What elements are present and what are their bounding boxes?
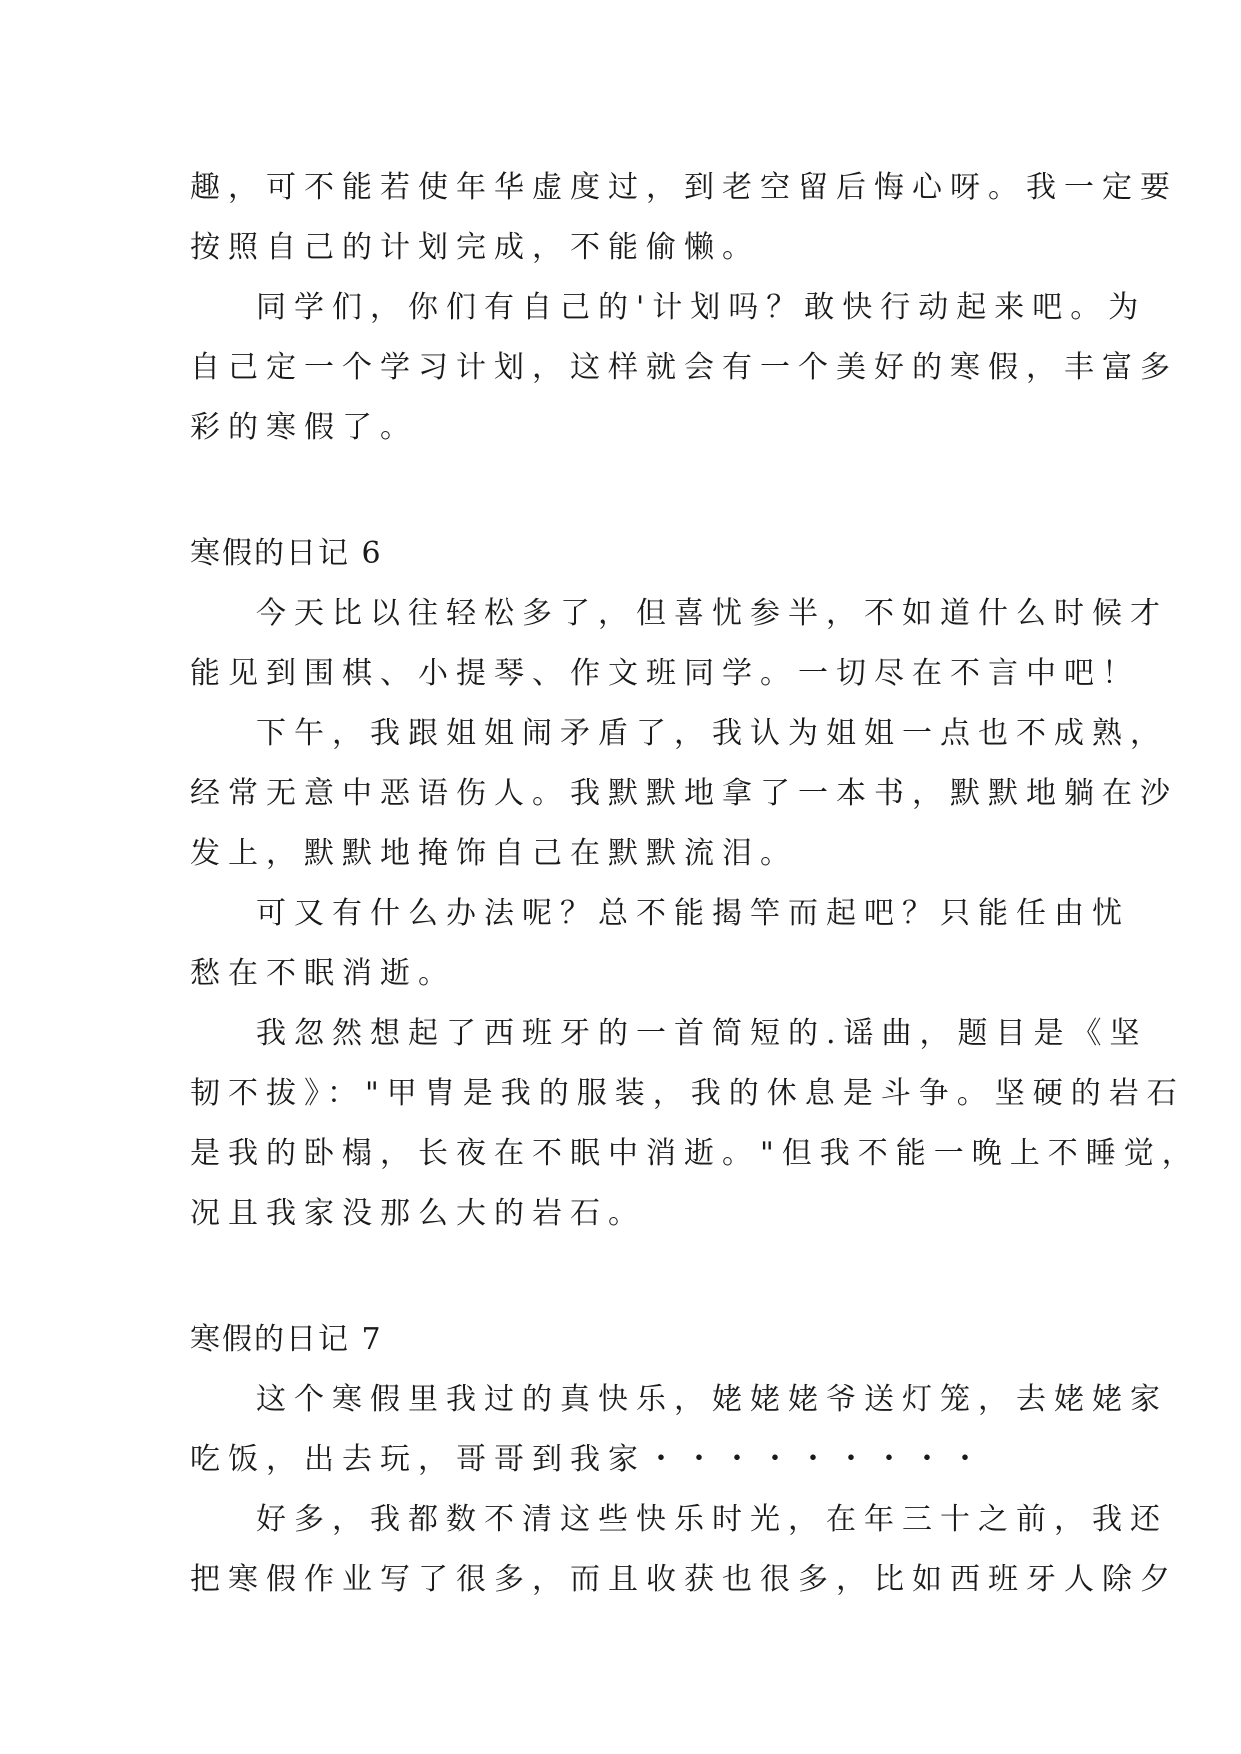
text-line: 下午，我跟姐姐闹矛盾了，我认为姐姐一点也不成熟，	[256, 716, 1168, 751]
text-line: 我忽然想起了西班牙的一首简短的.谣曲，题目是《坚	[256, 1016, 1148, 1051]
paragraph	[190, 1370, 1168, 1490]
paragraph	[190, 584, 1168, 704]
diary-heading: 寒假的日记 7	[190, 1322, 383, 1357]
text-line: 好多，我都数不清这些快乐时光，在年三十之前，我还	[256, 1502, 1168, 1537]
text-line: 韧不拔》："甲胄是我的服装，我的休息是斗争。坚硬的岩石	[190, 1076, 1185, 1111]
text-line: 趣，可不能若使年华虚度过，到老空留后悔心呀。我一定要	[190, 170, 1178, 205]
section-gap	[190, 458, 1070, 524]
text-line: 能见到围棋、小提琴、作文班同学。一切尽在不言中吧！	[190, 656, 1140, 691]
text-line: 同学们，你们有自己的'计划吗？敢快行动起来吧。为	[256, 290, 1147, 325]
paragraph	[190, 1004, 1200, 1244]
text-line: 自己定一个学习计划，这样就会有一个美好的寒假，丰富多	[190, 350, 1178, 385]
text-line: 经常无意中恶语伤人。我默默地拿了一本书，默默地躺在沙	[190, 776, 1178, 811]
text-line: 吃饭，出去玩，哥哥到我家・・・・・・・・・	[190, 1442, 988, 1477]
text-line: 彩的寒假了。	[190, 410, 418, 445]
section-gap	[190, 1244, 1070, 1310]
text-line: 按照自己的计划完成，不能偷懒。	[190, 230, 760, 265]
paragraph	[190, 1490, 1178, 1610]
diary-heading: 寒假的日记 6	[190, 536, 383, 571]
text-line: 愁在不眠消逝。	[190, 956, 456, 991]
paragraph	[190, 704, 1178, 884]
document-page	[190, 158, 1200, 1610]
text-line: 这个寒假里我过的真快乐，姥姥姥爷送灯笼，去姥姥家	[256, 1382, 1168, 1417]
text-line: 可又有什么办法呢？总不能揭竿而起吧？只能任由忧	[256, 896, 1130, 931]
text-line: 是我的卧榻，长夜在不眠中消逝。"但我不能一晚上不睡觉，	[190, 1136, 1200, 1171]
text-line: 今天比以往轻松多了，但喜忧参半，不如道什么时候才	[256, 596, 1168, 631]
text-line: 况且我家没那么大的岩石。	[190, 1196, 646, 1231]
paragraph	[190, 884, 1130, 1004]
text-line: 把寒假作业写了很多，而且收获也很多，比如西班牙人除夕	[190, 1562, 1178, 1597]
text-line: 发上，默默地掩饰自己在默默流泪。	[190, 836, 798, 871]
paragraph	[190, 158, 1178, 278]
paragraph	[190, 278, 1178, 458]
